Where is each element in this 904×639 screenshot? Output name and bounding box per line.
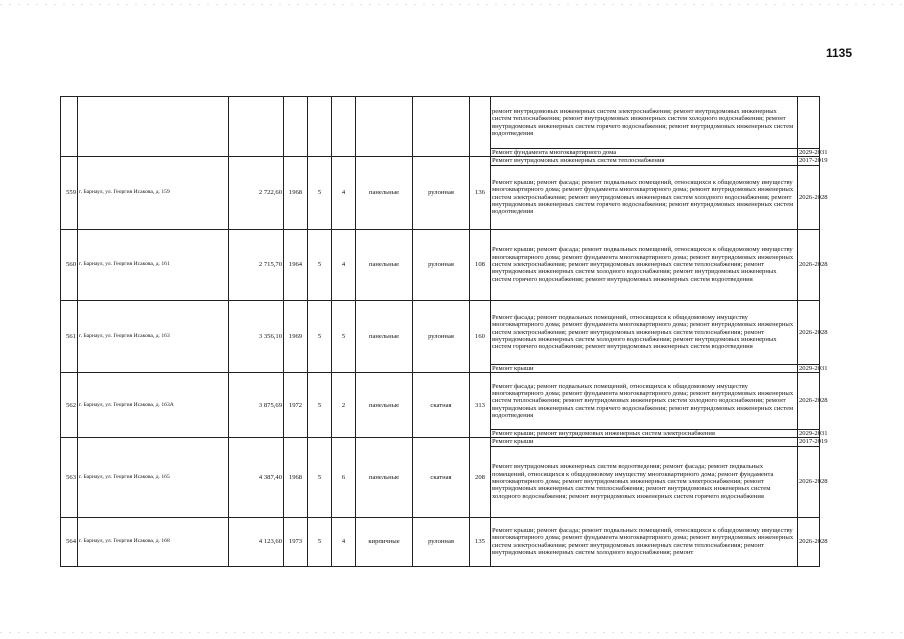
period-cell: 2017-2019 — [799, 438, 828, 446]
table-row — [61, 373, 820, 430]
table-row — [61, 229, 820, 300]
period-cell: 2026-2028 — [798, 373, 820, 430]
period-cell: 2029-2031 — [799, 430, 828, 438]
works-description-cell: Ремонт фасада; ремонт подвальных помещений, относящихся к общедомовому имуществу многоквартирного дома; ремонт фундамента многоквартирного дома; ремонт внутридомовых инженерных систем электроснабжения; ремонт внутридомовых инженерных систем теплоснабжения; ремонт внутридомовых инженерных систем холодного водоснабжения; ремонт внутридомовых инженерных систем горячего водоснабжения; ремонт внутридомовых инженерных систем водоотведения — [491, 300, 798, 364]
year-cell: 1964 — [284, 229, 308, 300]
roof-type-cell: рулонная — [413, 157, 470, 229]
period-cell: 2029-2031 — [799, 364, 828, 372]
address-cell — [78, 97, 229, 157]
floors-cell: 5 — [308, 157, 332, 229]
address-cell: г. Барнаул, ул. Георгия Исакова, д. 159 — [78, 157, 229, 229]
residents-cell — [470, 97, 491, 157]
floors-cell: 5 — [308, 300, 332, 372]
works-description-cell: Ремонт внутридомовых инженерных систем теплоснабжения — [491, 157, 798, 165]
table-row — [61, 157, 820, 165]
area-cell: 2 722,60 — [229, 157, 284, 229]
period-cell: 2026-2028 — [798, 300, 820, 364]
works-description-cell: Ремонт крыши — [491, 364, 798, 372]
scan-artifact — [0, 4, 904, 5]
entrances-cell — [332, 97, 356, 157]
housing-register-table — [60, 96, 828, 567]
period-cell: 2017-2019 — [799, 157, 828, 165]
address-cell: г. Барнаул, ул. Георгия Исакова, д. 161 — [78, 229, 229, 300]
floors-cell — [308, 97, 332, 157]
entrances-cell: 5 — [332, 300, 356, 372]
roof-type-cell: рулонная — [413, 300, 470, 372]
row-number: 560 — [61, 229, 78, 300]
works-description-cell: Ремонт фасада; ремонт подвальных помещений, относящихся к общедомовому имуществу многоквартирного дома; ремонт фундамента многоквартирного дома; ремонт внутридомовых инженерных систем теплоснабжения; ремонт внутридомовых инженерных систем холодного водоснабжения; ремонт внутридомовых инженерных систем горячего водоснабжения; ремонт внутридомовых инженерных систем водоотведения — [491, 373, 798, 430]
residents-cell: 208 — [470, 438, 491, 517]
entrances-cell: 4 — [332, 229, 356, 300]
wall-material-cell: кирпичные — [356, 517, 413, 566]
table-body — [61, 97, 828, 567]
row-number: 562 — [61, 373, 78, 438]
entrances-cell: 4 — [332, 517, 356, 566]
period-cell — [798, 97, 820, 149]
page-number: 1135 — [825, 46, 852, 60]
period-cell: 2026-2028 — [798, 446, 820, 517]
wall-material-cell: панельные — [356, 438, 413, 517]
row-number: 561 — [61, 300, 78, 372]
works-description-cell: Ремонт крыши; ремонт фасада; ремонт подвальных помещений, относящихся к общедомовому имуществу многоквартирного дома; ремонт фундамента многоквартирного дома; ремонт внутридомовых инженерных систем электроснабжения; ремонт внутридомовых инженерных систем теплоснабжения; ремонт внутридомовых инженерных систем холодного водоснабжения; ремонт — [491, 517, 798, 566]
address-cell: г. Барнаул, ул. Георгия Исакова, д. 165 — [78, 438, 229, 517]
year-cell: 1968 — [284, 438, 308, 517]
residents-cell: 160 — [470, 300, 491, 372]
scan-artifact — [0, 632, 904, 633]
works-description-cell: Ремонт крыши; ремонт фасада; ремонт подвальных помещений, относящихся к общедомовому имуществу многоквартирного дома; ремонт фундамента многоквартирного дома; ремонт внутридомовых инженерных систем электроснабжения; ремонт внутридомовых инженерных систем теплоснабжения; ремонт внутридомовых инженерных систем холодного водоснабжения; ремонт внутридомовых инженерных систем горячего водоснабжения; ремонт внутридомовых инженерных систем водоотведения — [491, 229, 798, 300]
works-description-cell: ремонт внутридомовых инженерных систем электроснабжения; ремонт внутридомовых инженерных систем теплоснабжения; ремонт внутридомовых инженерных систем холодного водоснабжения; ремонт внутридомовых инженерных систем горячего водоснабжения; ремонт внутридомовых инженерных систем водоотведения — [491, 97, 798, 149]
address-cell: г. Барнаул, ул. Георгия Исакова, д. 168 — [78, 517, 229, 566]
works-description-cell: Ремонт крыши — [491, 438, 798, 446]
table-row — [61, 517, 820, 566]
period-cell: 2029-2031 — [799, 149, 828, 156]
entrances-cell: 6 — [332, 438, 356, 517]
roof-type-cell: скатная — [413, 438, 470, 517]
year-cell: 1968 — [284, 157, 308, 229]
entrances-cell: 2 — [332, 373, 356, 438]
table-row — [61, 438, 820, 446]
roof-type-cell: рулонная — [413, 229, 470, 300]
row-number: 564 — [61, 517, 78, 566]
year-cell: 1969 — [284, 300, 308, 372]
residents-cell: 136 — [470, 157, 491, 229]
floors-cell: 5 — [308, 229, 332, 300]
table-row — [61, 300, 820, 364]
area-cell: 3 356,10 — [229, 300, 284, 372]
floors-cell: 5 — [308, 438, 332, 517]
row-number: 559 — [61, 157, 78, 229]
wall-material-cell — [356, 97, 413, 157]
row-number: 563 — [61, 438, 78, 517]
period-cell: 2026-2028 — [798, 229, 820, 300]
entrances-cell: 4 — [332, 157, 356, 229]
works-description-cell: Ремонт крыши; ремонт внутридомовых инженерных систем электроснабжения — [491, 430, 798, 438]
wall-material-cell: панельные — [356, 229, 413, 300]
wall-material-cell: панельные — [356, 157, 413, 229]
row-number — [61, 97, 78, 157]
period-cell: 2026-2028 — [798, 165, 820, 229]
residents-cell: 313 — [470, 373, 491, 438]
table-row — [61, 97, 820, 149]
roof-type-cell: скатная — [413, 373, 470, 438]
year-cell: 1972 — [284, 373, 308, 438]
works-description-cell: Ремонт фундамента многоквартирного дома — [491, 149, 798, 157]
area-cell: 2 715,70 — [229, 229, 284, 300]
works-description-cell: Ремонт крыши; ремонт фасада; ремонт подвальных помещений, относящихся к общедомовому имуществу многоквартирного дома; ремонт фундамента многоквартирного дома; ремонт внутридомовых инженерных систем электроснабжения; ремонт внутридомовых инженерных систем холодного водоснабжения; ремонт внутридомовых инженерных систем горячего водоснабжения; ремонт внутридомовых инженерных систем водоотведения — [491, 165, 798, 229]
area-cell: 3 875,69 — [229, 373, 284, 438]
area-cell — [229, 97, 284, 157]
year-cell: 1973 — [284, 517, 308, 566]
address-cell: г. Барнаул, ул. Георгия Исакова, д. 163А — [78, 373, 229, 438]
works-description-cell: Ремонт внутридомовых инженерных систем водоотведения; ремонт фасада; ремонт подвальных помещений, относящихся к общедомовому имуществу многоквартирного дома; ремонт фундамента многоквартирного дома; ремонт внутридомовых инженерных систем электроснабжения; ремонт внутридомовых инженерных систем теплоснабжения; ремонт внутридомовых инженерных систем холодного водоснабжения; ремонт внутридомовых инженерных систем горячего водоснабжения — [491, 446, 798, 517]
residents-cell: 135 — [470, 517, 491, 566]
area-cell: 4 387,40 — [229, 438, 284, 517]
period-cell: 2026-2028 — [798, 517, 820, 566]
roof-type-cell: рулонная — [413, 517, 470, 566]
roof-type-cell — [413, 97, 470, 157]
wall-material-cell: панельные — [356, 373, 413, 438]
area-cell: 4 123,60 — [229, 517, 284, 566]
residents-cell: 108 — [470, 229, 491, 300]
floors-cell: 5 — [308, 373, 332, 438]
year-cell — [284, 97, 308, 157]
wall-material-cell: панельные — [356, 300, 413, 372]
address-cell: г. Барнаул, ул. Георгия Исакова, д. 163 — [78, 300, 229, 372]
floors-cell: 5 — [308, 517, 332, 566]
